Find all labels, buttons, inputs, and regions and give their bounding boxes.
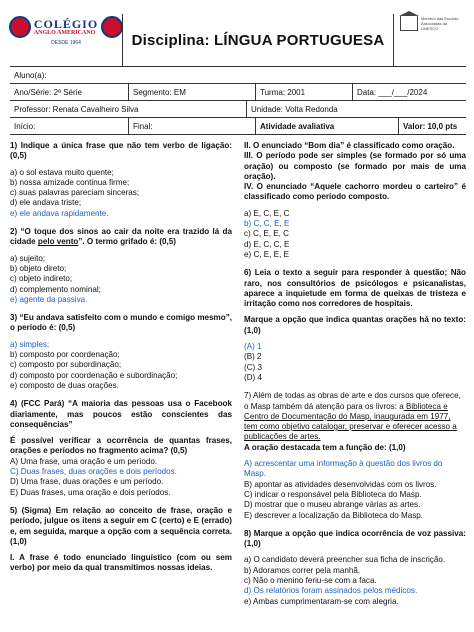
statement-item: II. O enunciado “Bom dia” é classificado como oração. (244, 141, 455, 150)
class-row (10, 84, 466, 101)
end-field[interactable]: Final: (129, 118, 256, 134)
unit-field: Unidade: Volta Redonda (251, 104, 338, 114)
option[interactable]: d) complemento nominal; (10, 284, 101, 294)
right-column (238, 141, 466, 615)
option[interactable]: a) O candidato deverá preencher sua ficha de inscrição. (244, 555, 446, 565)
highlighted-clause: Biblioteca e Centro de Documentação do Masp, inaugurada em 1977, tem como objetivo catalogar, preservar e oferecer acesso a publicações de artes. (244, 401, 457, 442)
option[interactable]: a) sujeito; (10, 253, 46, 263)
option-selected[interactable]: (A) 1 (244, 342, 262, 352)
question-6 (244, 268, 466, 383)
option[interactable]: d) ele andava triste; (10, 198, 82, 208)
grade-field: Ano/Série: 2ª Série (10, 84, 129, 100)
option-selected[interactable]: e) agente da passiva. (10, 294, 88, 304)
question-1 (10, 141, 232, 219)
option[interactable]: D) Uma frase, duas orações e um período. (10, 477, 164, 487)
option[interactable]: (D) 4 (244, 372, 262, 382)
class-field: Turma: 2001 (256, 84, 353, 100)
option[interactable]: b) composto por coordenação; (10, 350, 120, 360)
question-stem: 5) (Sigma) Em relação ao conceito de frase, oração e período, julgue os itens a seguir em C (certo) e E (errado) e, em seguida, marque a opção com a sequência correta. (1,0) (10, 505, 232, 546)
option-selected[interactable]: C) Duas frases, duas orações e dois períodos. (10, 467, 177, 477)
student-row (10, 67, 466, 84)
question-prompt: É possível verificar a ocorrência de quantas frases, orações e períodos no fragmento acima? (0,5) (10, 436, 232, 456)
option[interactable]: (B) 2 (244, 352, 262, 362)
question-stem: 1) Indique a única frase que não tem verbo de ligação: (0,5) (10, 141, 232, 161)
option[interactable]: b) objeto direto; (10, 263, 67, 273)
question-stem: 6) Leia o texto a seguir para responder à questão; Não raro, nos consultórios de psicólogos e psicanalistas, aparece a inquietude em forma de queixas de tristeza e irritação como nos corredores de hospitais. (244, 268, 466, 309)
school-logo (10, 14, 122, 66)
school-emblem-icon (101, 16, 123, 38)
unesco-temple-icon (400, 16, 418, 31)
option[interactable]: C) indicar o responsável pela Biblioteca do Masp. (244, 489, 422, 499)
option[interactable]: d) composto por coordenação e subordinação; (10, 370, 178, 380)
option-selected[interactable]: a) simples; (10, 339, 50, 349)
unesco-text: Membro das Escolas Associadas da UNESCO (421, 16, 459, 31)
teacher-field: Professor: Renata Cavalheiro Silva (10, 101, 247, 117)
school-tagline: DESDE 1964 (51, 40, 81, 46)
discipline-title: Disciplina: LÍNGUA PORTUGUESA (131, 31, 385, 49)
question-stem: 2) “O toque dos sinos ao cair da noite era trazido lá da cidade pelo vento”. O termo grifado é: (0,5) (10, 227, 232, 247)
question-stem: 7) Além de todas as obras de arte e dos cursos que oferece, o Masp também dá atenção para os livros: a Biblioteca e Centro de Documentação do Masp, inaugurada em 1977, tem como objetivo catalogar, preservar e oferecer acesso a publicações de artes. (244, 391, 461, 442)
option[interactable]: b) nossa amizade continua firme; (10, 177, 130, 187)
time-row (10, 118, 466, 135)
questions-area (10, 141, 466, 615)
school-name: COLÉGIO (33, 17, 99, 31)
school-crest-icon (9, 16, 31, 38)
option[interactable]: a) E, C, E, C (244, 208, 290, 218)
question-7 (244, 391, 466, 521)
option-selected[interactable]: e) ele andava rapidamente. (10, 208, 109, 218)
question-8 (244, 529, 466, 607)
question-4 (10, 399, 232, 498)
option[interactable]: c) composto por subordinação; (10, 360, 122, 370)
option[interactable]: c) Não o menino feriu-se com a faca. (244, 575, 377, 585)
unesco-logo (394, 14, 466, 66)
option-selected[interactable]: d) Os relatórios foram assinados pelos médicos. (244, 586, 418, 596)
activity-type: Atividade avaliativa (256, 118, 399, 134)
option-selected[interactable]: b) C, C, E, E (244, 219, 290, 229)
segment-field: Segmento: EM (129, 84, 256, 100)
statement-item: III. O período pode ser simples (se formado por só uma oração) ou composto (se formado por mais de uma oração). (244, 151, 466, 181)
option[interactable]: e) composto de duas orações. (10, 380, 119, 390)
question-2 (10, 227, 232, 305)
option[interactable]: B) apontar as atividades desenvolvidas com os livros. (244, 479, 437, 489)
exam-page (10, 14, 466, 615)
school-subname: ANGLO AMERICANO (33, 30, 96, 36)
option[interactable]: (C) 3 (244, 362, 262, 372)
points-value: Valor: 10,0 pts (403, 121, 458, 131)
option[interactable]: e) Ambas cumprimentaram-se com alegria. (244, 596, 399, 606)
option[interactable]: b) Adoramos correr pela manhã. (244, 565, 361, 575)
option[interactable]: a) o sol estava muito quente; (10, 167, 114, 177)
option[interactable]: e) C, E, E, E (244, 249, 289, 259)
option[interactable]: E) descrever a localização da Biblioteca do Masp. (244, 510, 424, 520)
question-stem: 4) (FCC Pará) “A maioria das pessoas usa o Facebook diariamente, mas poucos estão conscientes das consequências” (10, 399, 232, 429)
question-prompt: Marque a opção que indica quantas orações há no texto: (1,0) (244, 315, 466, 335)
option[interactable]: c) C, E, E, C (244, 229, 289, 239)
start-field[interactable]: Início: (10, 118, 129, 134)
question-3 (10, 313, 232, 391)
underlined-term: pelo vento (37, 237, 79, 247)
option[interactable]: c) suas palavras pareciam sinceras; (10, 188, 140, 198)
question-stem: 3) “Eu andava satisfeito com o mundo e comigo mesmo”, o período é: (0,5) (10, 313, 232, 333)
left-column (10, 141, 238, 615)
student-name-field[interactable]: Aluno(a): (14, 70, 47, 80)
option[interactable]: c) objeto indireto; (10, 274, 73, 284)
option[interactable]: d) E, C, C, E (244, 239, 290, 249)
option[interactable]: D) mostrar que o museu abrange várias as artes. (244, 500, 421, 510)
option[interactable]: E) Duas frases, uma oração e dois períodos. (10, 487, 171, 497)
teacher-row (10, 101, 466, 118)
option[interactable]: A) Uma frase, uma oração e um período. (10, 456, 158, 466)
statement-item: I. A frase é todo enunciado linguístico (com ou sem verbo) por meio da qual transmitimos nossas ideias. (10, 553, 232, 573)
question-5 (10, 506, 232, 574)
date-field[interactable]: Data: ___/___/2024 (357, 87, 428, 97)
question-5-continued (244, 141, 466, 260)
option-selected[interactable]: A) acrescentar uma informação à questão dos livros do Masp. (244, 459, 443, 479)
question-prompt: A oração destacada tem a função de: (1,0) (244, 442, 406, 452)
exam-header (10, 14, 466, 67)
title-box (122, 14, 394, 66)
statement-item: IV. O enunciado “Aquele cachorro mordeu o carteiro” é classificado como período composto. (244, 182, 466, 202)
question-stem: 8) Marque a opção que indica ocorrência de voz passiva: (1,0) (244, 528, 466, 549)
